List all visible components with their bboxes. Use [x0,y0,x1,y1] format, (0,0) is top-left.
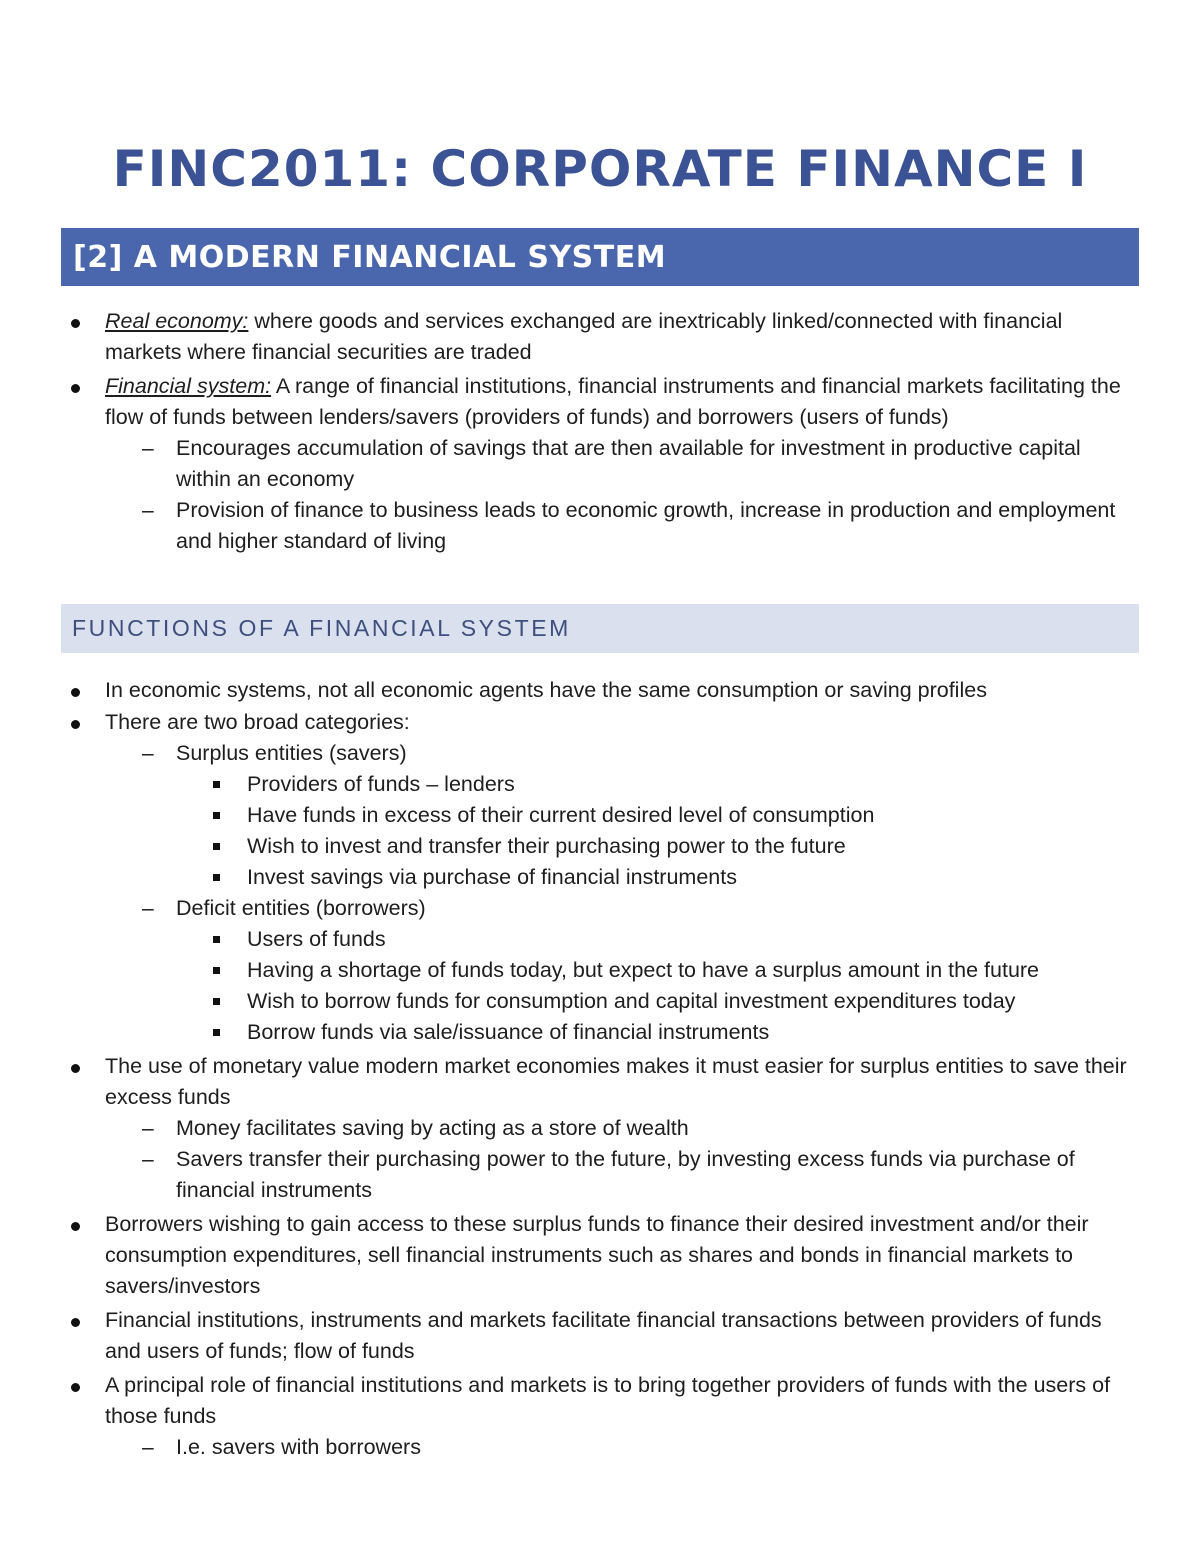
list-item-text: In economic systems, not all economic agents have the same consumption or saving profiles [105,678,987,702]
bullet-icon [71,319,80,328]
bullet-icon [71,1383,80,1392]
list-item [0,831,1140,862]
document-title: FINC2011: CORPORATE FINANCE I [112,140,1088,198]
dash-icon: – [142,897,154,920]
bullet-icon [71,1318,80,1327]
list-item [0,1209,1140,1302]
definition-text: where goods and services exchanged are inextricably linked/connected with financial markets where financial securities are traded [105,309,1063,364]
list-item-text: Surplus entities (savers) [176,741,407,765]
list-item-text: Money facilitates saving by acting as a store of wealth [176,1116,689,1140]
bullet-icon [71,688,80,697]
list-item-text: Providers of funds – lenders [247,772,515,796]
list-item [0,955,1140,986]
list-item [0,675,1140,706]
list-item [0,1305,1140,1367]
list-item [0,495,1140,557]
list-item-text: Borrowers wishing to gain access to these surplus funds to finance their desired investment and/or their consumption expenditures, sell financial instruments such as shares and bonds in financial markets to savers/investors [105,1212,1089,1298]
list-item [0,986,1140,1017]
list-item [0,1017,1140,1048]
square-bullet-icon [213,781,220,788]
term-financial-system: Financial system: [105,374,272,398]
bullet-icon [71,1222,80,1231]
dash-icon: – [142,742,154,765]
term-real-economy: Real economy: [105,309,249,333]
dash-icon: – [142,499,154,522]
square-bullet-icon [213,936,220,943]
list-item-text: I.e. savers with borrowers [176,1435,421,1459]
list-item-text: There are two broad categories: [105,710,410,734]
list-item-text: Financial institutions, instruments and markets facilitate financial transactions between providers of funds and users of funds; flow of funds [105,1308,1102,1363]
square-bullet-icon [213,843,220,850]
intro-list [0,306,1200,557]
square-bullet-icon [213,998,220,1005]
list-item [0,1144,1140,1206]
subsection-heading-bar [61,604,1139,653]
list-item [0,862,1140,893]
list-item [0,769,1140,800]
list-item-text: Wish to invest and transfer their purchasing power to the future [247,834,846,858]
dash-icon: – [142,1117,154,1140]
list-item [0,924,1140,955]
list-item [0,433,1140,495]
dash-icon: – [142,1436,154,1459]
section-heading-bar [61,228,1139,286]
list-item-text: The use of monetary value modern market economies makes it must easier for surplus entities to save their excess funds [105,1054,1127,1109]
list-item-text: Having a shortage of funds today, but expect to have a surplus amount in the future [247,958,1040,982]
list-item [0,800,1140,831]
list-item-text: Provision of finance to business leads to economic growth, increase in production and employment and higher standard of living [176,498,1116,553]
list-item-text: Invest savings via purchase of financial instruments [247,865,737,889]
list-item-text: Borrow funds via sale/issuance of financial instruments [247,1020,770,1044]
list-item-text: Deficit entities (borrowers) [176,896,426,920]
square-bullet-icon [213,967,220,974]
list-item-text: Have funds in excess of their current desired level of consumption [247,803,875,827]
list-item [0,1370,1140,1432]
dash-icon: – [142,437,154,460]
list-item [0,1432,1140,1463]
dash-icon: – [142,1148,154,1171]
list-item [0,371,1140,433]
list-item-text: Wish to borrow funds for consumption and capital investment expenditures today [247,989,1016,1013]
list-item [0,1113,1140,1144]
functions-list [0,675,1200,1463]
section-heading: [2] A MODERN FINANCIAL SYSTEM [73,239,667,275]
list-item-text: A principal role of financial institutions and markets is to bring together providers of funds with the users of those funds [105,1373,1111,1428]
square-bullet-icon [213,1029,220,1036]
list-item-text: Savers transfer their purchasing power to the future, by investing excess funds via purchase of financial instruments [176,1147,1075,1202]
list-item [0,738,1140,769]
square-bullet-icon [213,812,220,819]
square-bullet-icon [213,874,220,881]
list-item [0,707,1140,738]
bullet-icon [71,720,80,729]
bullet-icon [71,1064,80,1073]
bullet-icon [71,384,80,393]
list-item-text: Encourages accumulation of savings that are then available for investment in productive capital within an economy [176,436,1081,491]
list-item [0,893,1140,924]
list-item-text: Users of funds [247,927,386,951]
subsection-heading: FUNCTIONS OF A FINANCIAL SYSTEM [72,615,571,641]
definition-text: A range of financial institutions, financial instruments and financial markets facilitating the flow of funds between lenders/savers (providers of funds) and borrowers (users of funds) [105,374,1121,429]
list-item [0,306,1140,368]
list-item [0,1051,1140,1113]
